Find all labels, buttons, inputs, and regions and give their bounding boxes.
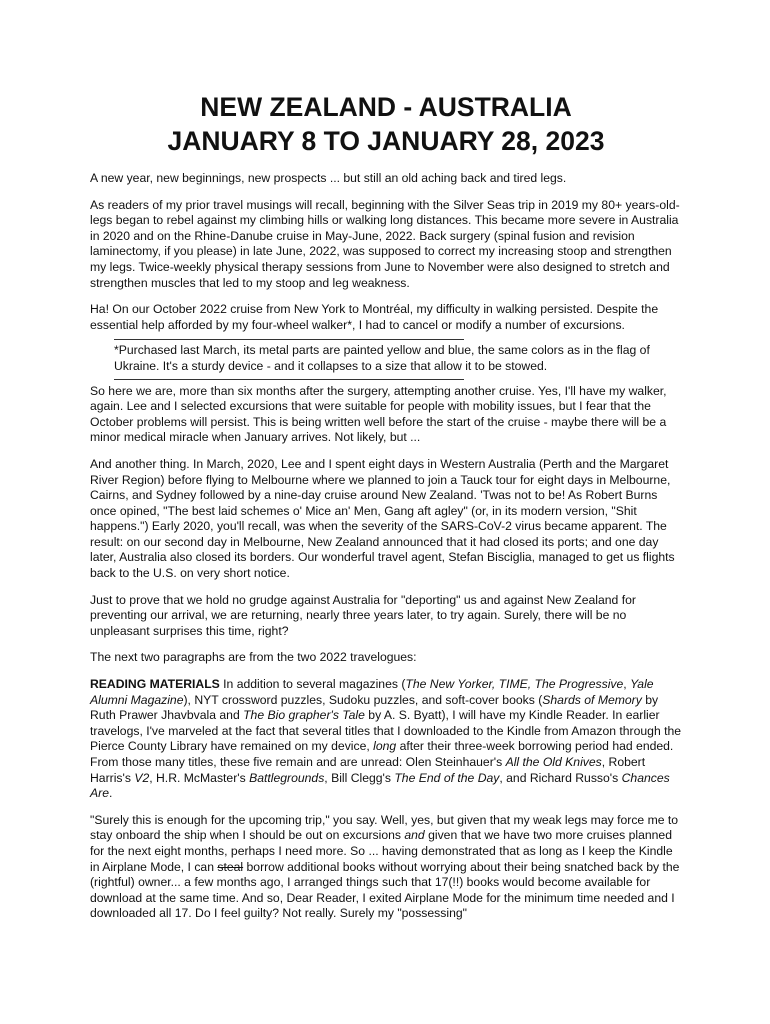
text-span: by Ruth Prawer Jhavbvala and bbox=[90, 692, 659, 723]
emphasis: long bbox=[373, 739, 397, 754]
reading-materials-heading: READING MATERIALS bbox=[90, 677, 220, 692]
text-span: In addition to several magazines ( bbox=[219, 677, 406, 692]
text-span: . bbox=[108, 786, 113, 801]
text-span: , H.R. McMaster's bbox=[149, 770, 250, 785]
text-span: by A. S. Byatt), I will have my Kindle Reader. In earlier travelogs, I've marveled at the fact that several titles that I downloaded to the Kindle from Amazon through the Pierce County Library have remained on my device, bbox=[90, 708, 682, 754]
text-span: , and Richard Russo's bbox=[499, 770, 622, 785]
text-span: , bbox=[623, 677, 631, 692]
paragraph-intro: A new year, new beginnings, new prospects ... but still an old aching back and tired legs. bbox=[90, 171, 567, 185]
paragraph-six-months: So here we are, more than six months after the surgery, attempting another cruise. Yes, I'll have my walker, again. Lee and I selected excursions that were suitable for people with mobility issues, but I fear that the October problems will persist. This is being written well before the start of the cruise - maybe there will be a minor medical miracle when January arrives. Not likely, but ... bbox=[90, 383, 667, 445]
text-span: ), NYT crossword puzzles, Sudoku puzzles, and soft-cover books ( bbox=[183, 692, 543, 707]
text-span: , Robert Harris's bbox=[90, 755, 646, 785]
footnote-rule-bottom bbox=[114, 379, 464, 380]
footnote-walker: *Purchased last March, its metal parts are painted yellow and blue, the same colors as in the flag of Ukraine. It's a sturdy device - and it collapses to a size that allow it to be stowed. bbox=[114, 343, 650, 373]
book-title: All the Old Knives bbox=[505, 755, 602, 769]
book-title: Chances Are bbox=[90, 770, 670, 801]
book-title: The Bio grapher's Tale bbox=[243, 708, 365, 723]
paragraph-prior-travels: As readers of my prior travel musings will recall, beginning with the Silver Seas trip in 2019 my 80+ years-old-legs began to rebel against my climbing hills or walking long distances. This became more severe in Australia in 2020 and on the Rhine-Danube cruise in May-June, 2022. Back surgery (spinal fusion and revision laminectomy, if you please) in late June, 2022, was supposed to correct my increasing stoop and strengthen my legs. Twice-weekly physical therapy sessions from June to November were also designed to stretch and strengthen muscles that led to my stoop and leg weakness. bbox=[90, 197, 680, 290]
paragraph-surely-enough bbox=[90, 813, 682, 922]
emphasis: and bbox=[404, 828, 425, 843]
paragraph-reading-materials bbox=[90, 677, 682, 802]
struck-word: steal bbox=[217, 859, 244, 874]
text-span: , Bill Clegg's bbox=[324, 770, 395, 785]
text-span: given that we have two more cruises planned for the next eight months, perhaps I need more. So ... having demonstrated that as long as I keep the Kindle in Airplane Mode, I can bbox=[90, 828, 673, 874]
book-title: Battlegrounds bbox=[249, 770, 325, 785]
paragraph-next-two: The next two paragraphs are from the two 2022 travelogues: bbox=[90, 650, 417, 665]
text-span: "Surely this is enough for the upcoming trip," you say. Well, yes, but given that my weak legs may force me to stay onboard the ship when I should be out on excursions bbox=[90, 812, 679, 843]
book-title: The End of the Day bbox=[394, 770, 500, 785]
magazine-title-yale: Yale Alumni Magazine bbox=[90, 677, 654, 707]
title-line-1: NEW ZEALAND - AUSTRALIA bbox=[200, 92, 572, 122]
page-title bbox=[90, 90, 682, 158]
paragraph-october-cruise: Ha! On our October 2022 cruise from New York to Montréal, my difficulty in walking persisted. Despite the essential help afforded by my four-wheel walker*, I had to cancel or modify a number of excursions. bbox=[90, 302, 659, 332]
text-span: after their three-week borrowing period had ended. From those many titles, these five remain and are unread: Olen Steinhauer's bbox=[90, 739, 674, 769]
book-title: V2 bbox=[134, 770, 150, 785]
footnote-rule-top bbox=[114, 339, 464, 340]
paragraph-march-2020: And another thing. In March, 2020, Lee and I spent eight days in Western Australia (Perth and the Margaret River Region) before flying to Melbourne where we planned to join a Tauck tour for eight days in Melbourne, Cairns, and Sydney followed by a nine-day cruise around New Zealand. 'Twas not to be! As Robert Burns once opined, "The best laid schemes o' Mice an' Men, Gang aft agley" (or, in its modern version, "Shit happens.") Early 2020, you'll recall, was when the severity of the SARS-CoV-2 virus became apparent. The result: on our second day in Melbourne, New Zealand announced that it had closed its ports; and one day later, Australia also closed its borders. Our wonderful travel agent, Stefan Bisciglia, managed to get us flights back to the U.S. on very short notice. bbox=[90, 456, 675, 581]
book-title: Shards of Memory bbox=[542, 692, 642, 707]
text-span: borrow additional books without worrying about their being snatched back by the (rightful) owner... a few months ago, I arranged things such that 17(!!) books would become available for download at the same time. And so, Dear Reader, I exited Airplane Mode for the minimum time needed and I downloaded all 17. Do I feel guilty? Not really. Surely my "possessing" bbox=[90, 859, 680, 921]
paragraph-no-grudge: Just to prove that we hold no grudge against Australia for "deporting" us and against New Zealand for preventing our arrival, we are returning, nearly three years later, to try again. Surely, there will be no unpleasant surprises this time, right? bbox=[90, 592, 636, 638]
title-line-2: JANUARY 8 TO JANUARY 28, 2023 bbox=[167, 126, 605, 156]
magazine-titles: The New Yorker, TIME, The Progressive bbox=[405, 677, 624, 692]
